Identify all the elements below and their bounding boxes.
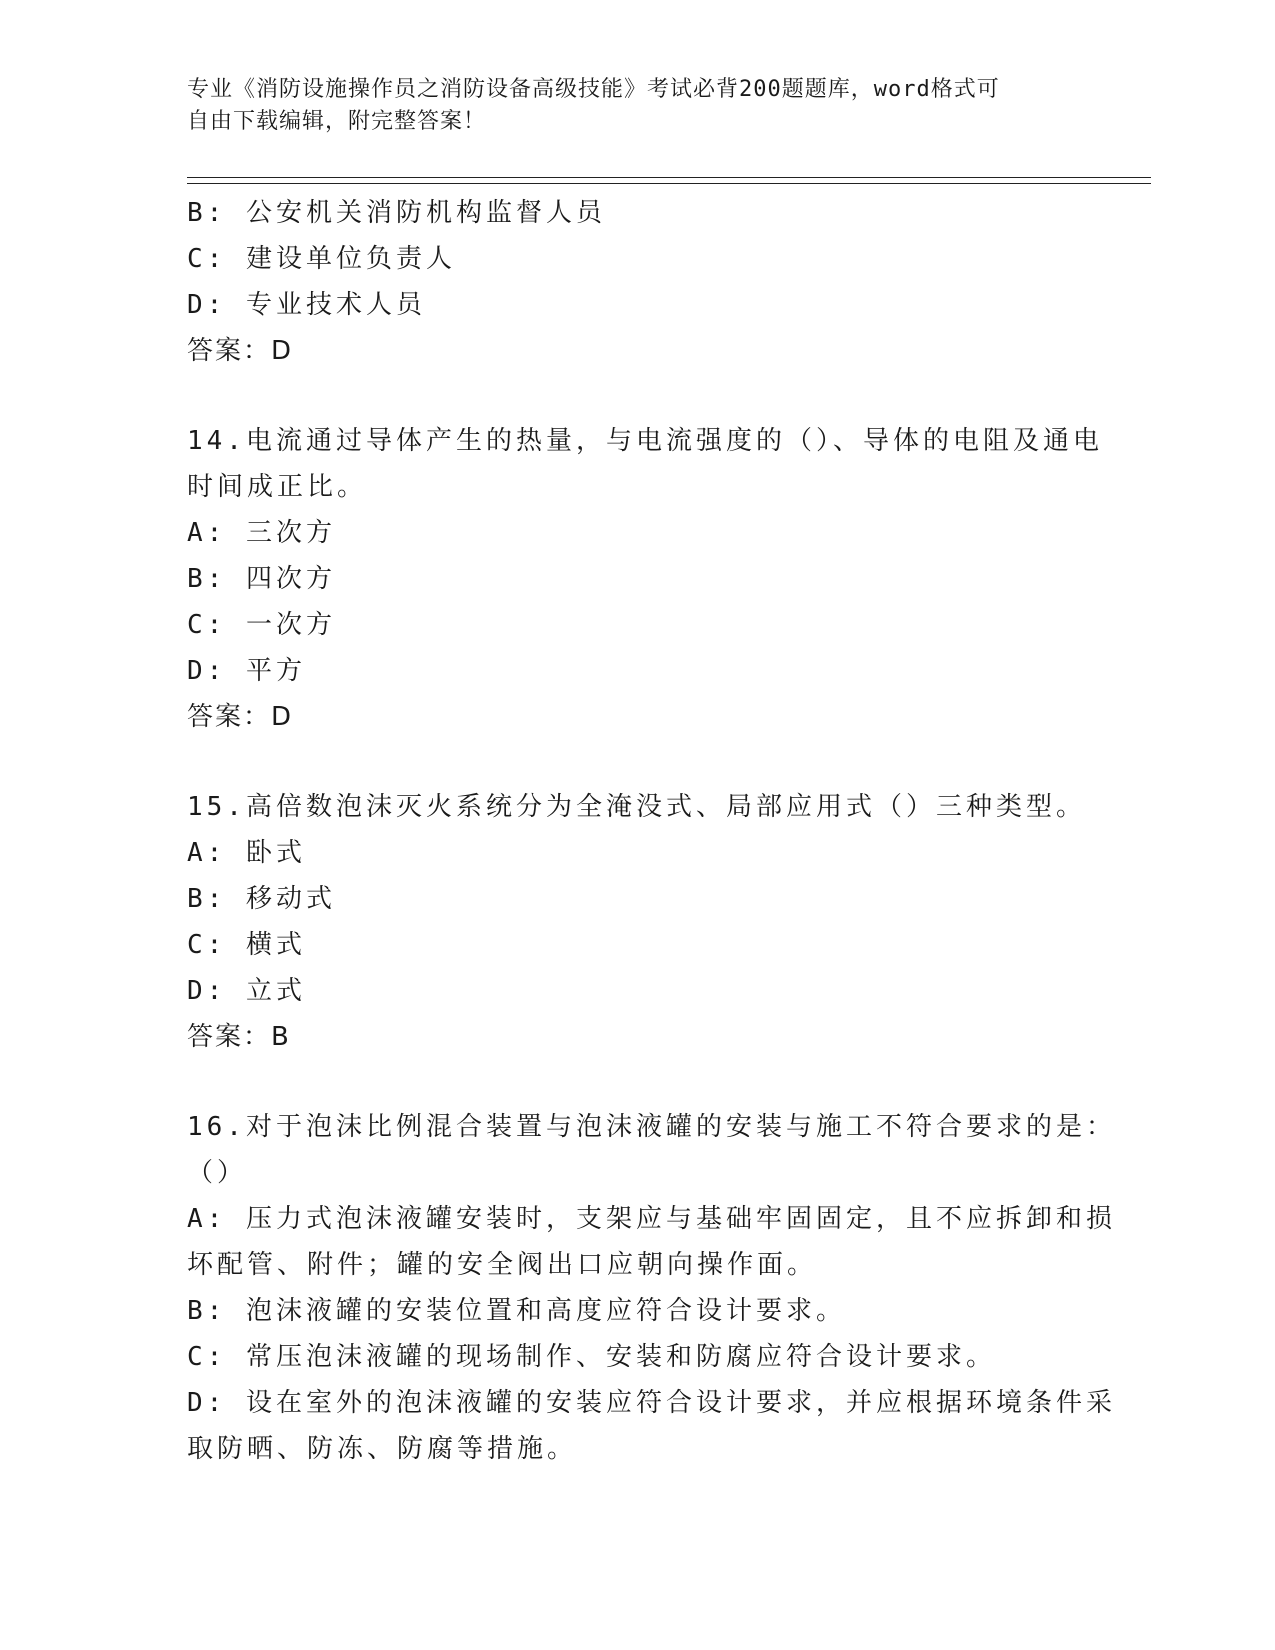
option-b: B: 四次方 bbox=[187, 564, 336, 594]
question-15 bbox=[187, 784, 1087, 1060]
document-body bbox=[187, 190, 1116, 1472]
spacer bbox=[187, 374, 1087, 418]
option-a: A: 三次方 bbox=[187, 518, 336, 548]
option-c: C: 一次方 bbox=[187, 610, 336, 640]
question-16 bbox=[187, 1104, 1116, 1472]
answer-label: 答案：B bbox=[187, 1022, 291, 1052]
option-d: D: 立式 bbox=[187, 976, 306, 1006]
option-a: A: 压力式泡沫液罐安装时，支架应与基础牢固固定，且不应拆卸和损 bbox=[187, 1204, 1116, 1234]
option-b: B: 泡沫液罐的安装位置和高度应符合设计要求。 bbox=[187, 1296, 846, 1326]
answer-label: 答案：D bbox=[187, 336, 294, 366]
spacer bbox=[187, 740, 1087, 784]
header-line-2: 自由下载编辑，附完整答案！ bbox=[187, 109, 487, 134]
option-d: D: 平方 bbox=[187, 656, 306, 686]
document-header bbox=[187, 74, 1087, 138]
option-d-continued: 取防晒、防冻、防腐等措施。 bbox=[187, 1434, 578, 1464]
option-c: C: 常压泡沫液罐的现场制作、安装和防腐应符合设计要求。 bbox=[187, 1342, 996, 1372]
option-b: B: 移动式 bbox=[187, 884, 336, 914]
question-stem: 15.高倍数泡沫灭火系统分为全淹没式、局部应用式（）三种类型。 bbox=[187, 792, 1086, 822]
header-rule-top bbox=[187, 177, 1151, 178]
question-stem: 14.电流通过导体产生的热量，与电流强度的（）、导体的电阻及通电 bbox=[187, 426, 1103, 456]
option-b: B: 公安机关消防机构监督人员 bbox=[187, 198, 606, 228]
option-d: D: 专业技术人员 bbox=[187, 290, 426, 320]
question-13-tail bbox=[187, 190, 1087, 374]
question-stem-continued: （） bbox=[187, 1158, 248, 1188]
spacer bbox=[187, 1060, 1087, 1104]
option-c: C: 建设单位负责人 bbox=[187, 244, 456, 274]
header-line-1: 专业《消防设施操作员之消防设备高级技能》考试必背200题题库，word格式可 bbox=[187, 77, 1000, 102]
answer-label: 答案：D bbox=[187, 702, 294, 732]
question-stem: 16.对于泡沫比例混合装置与泡沫液罐的安装与施工不符合要求的是： bbox=[187, 1112, 1116, 1142]
question-14 bbox=[187, 418, 1103, 740]
option-c: C: 横式 bbox=[187, 930, 306, 960]
option-d: D: 设在室外的泡沫液罐的安装应符合设计要求，并应根据环境条件采 bbox=[187, 1388, 1116, 1418]
option-a: A: 卧式 bbox=[187, 838, 306, 868]
question-stem-continued: 时间成正比。 bbox=[187, 472, 368, 502]
header-rule-bottom bbox=[187, 183, 1151, 184]
option-a-continued: 坏配管、附件；罐的安全阀出口应朝向操作面。 bbox=[187, 1250, 818, 1280]
